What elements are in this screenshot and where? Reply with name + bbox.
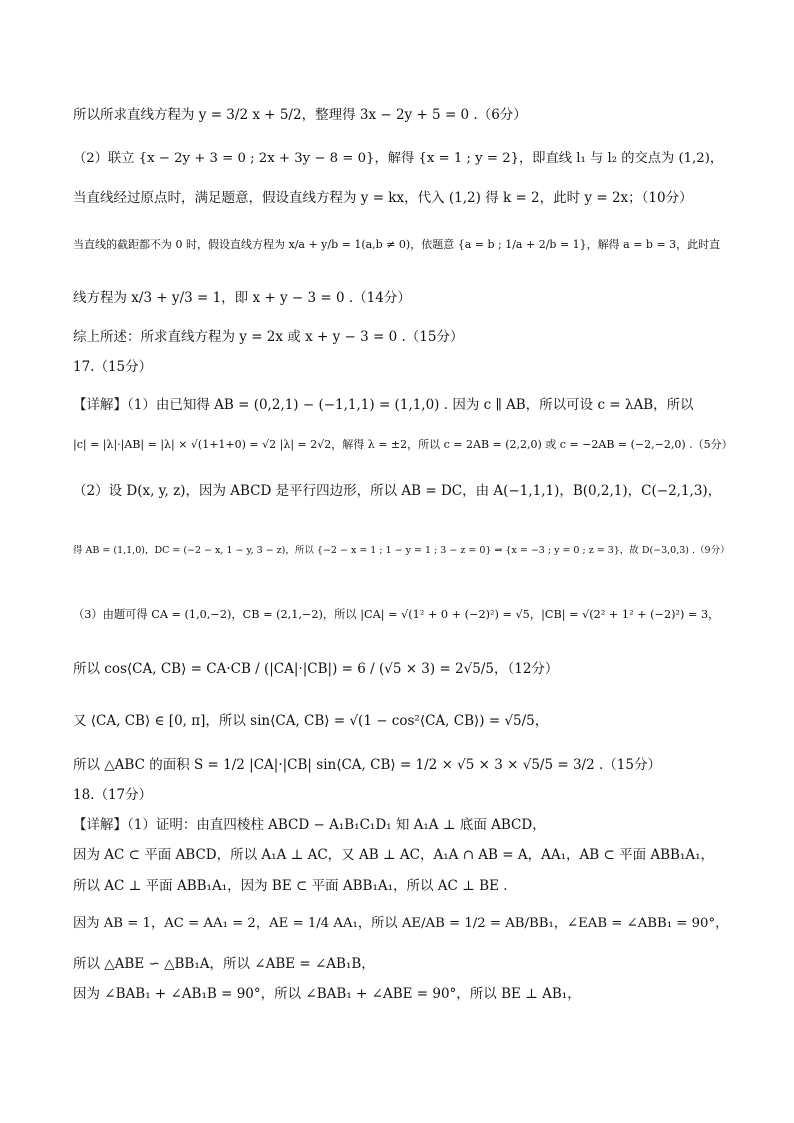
text-line-4: 当直线的截距都不为 0 时，假设直线方程为 x/a + y/b = 1(a,b ≠ 0)，依题意 {a = b ; 1/a + 2/b = 1}，解得 a = b = 3，此时直 <box>73 238 721 251</box>
text-line-13: 所以 cos⟨CA, CB⟩ = CA·CB / (|CA|·|CB|) = 6 / (√5 × 3) = 2√5/5，（12分） <box>73 661 559 677</box>
text-line-5: 线方程为 x/3 + y/3 = 1，即 x + y − 3 = 0 .（14分） <box>73 290 411 306</box>
text-line-14: 又 ⟨CA, CB⟩ ∈ [0, π]，所以 sin⟨CA, CB⟩ = √(1 − cos²⟨CA, CB⟩) = √5/5， <box>73 713 549 729</box>
text-line-20: 因为 AB = 1，AC = AA₁ = 2，AE = 1/4 AA₁，所以 AE/AB = 1/2 = AB/BB₁，∠EAB = ∠ABB₁ = 90°， <box>73 916 729 931</box>
text-line-21: 所以 △ABE ∽ △BB₁A，所以 ∠ABE = ∠AB₁B， <box>73 956 375 972</box>
text-line-9: |c| = |λ|·|AB| = |λ| × √(1+1+0) = √2 |λ| = 2√2，解得 λ = ±2，所以 c = 2AB = (2,2,0) 或 c = −2AB = (−2,−2,0) .（5分） <box>73 438 733 451</box>
text-line-22: 因为 ∠BAB₁ + ∠AB₁B = 90°，所以 ∠BAB₁ + ∠ABE = 90°，所以 BE ⊥ AB₁， <box>73 986 581 1002</box>
text-line-18: 因为 AC ⊂ 平面 ABCD，所以 A₁A ⊥ AC，又 AB ⊥ AC，A₁A ∩ AB = A，AA₁，AB ⊂ 平面 ABB₁A₁， <box>73 847 715 863</box>
text-line-8: 【详解】（1）由已知得 AB = (0,2,1) − (−1,1,1) = (1,1,0) . 因为 c ∥ AB，所以可设 c = λAB，所以 <box>73 397 694 413</box>
text-line-6: 综上所述：所求直线方程为 y = 2x 或 x + y − 3 = 0 .（15分） <box>73 329 464 345</box>
text-line-12: （3）由题可得 CA = (1,0,−2)，CB = (2,1,−2)，所以 |CA| = √(1² + 0 + (−2)²) = √5，|CB| = √(2² + 1² + (−2)²) = 3， <box>73 608 720 621</box>
text-line-3: 当直线经过原点时，满足题意，假设直线方程为 y = kx，代入 (1,2) 得 k = 2，此时 y = 2x；（10分） <box>73 190 693 206</box>
text-line-10: （2）设 D(x, y, z)，因为 ABCD 是平行四边形，所以 AB = DC，由 A(−1,1,1)，B(0,2,1)，C(−2,1,3)， <box>73 483 722 499</box>
text-line-2: （2）联立 {x − 2y + 3 = 0 ; 2x + 3y − 8 = 0}，解得 {x = 1 ; y = 2}，即直线 l₁ 与 l₂ 的交点为 (1,2)， <box>73 151 724 166</box>
text-line-11: 得 AB = (1,1,0)，DC = (−2 − x, 1 − y, 3 − z)，所以 {−2 − x = 1 ; 1 − y = 1 ; 3 − z = 0} ⇒ {x = −3 ; y = 0 ; z = 3}，故 D(−3,0,3) .（9分） <box>73 545 730 556</box>
text-line-1: 所以所求直线方程为 y = 3/2 x + 5/2，整理得 3x − 2y + 5 = 0 .（6分） <box>73 107 527 123</box>
question-17-header: 17.（15分） <box>73 359 153 375</box>
question-18-header: 18.（17分） <box>73 787 153 803</box>
text-line-17: 【详解】（1）证明：由直四棱柱 ABCD − A₁B₁C₁D₁ 知 A₁A ⊥ 底面 ABCD， <box>73 817 546 833</box>
text-line-19: 所以 AC ⊥ 平面 ABB₁A₁，因为 BE ⊂ 平面 ABB₁A₁，所以 AC ⊥ BE . <box>73 878 508 894</box>
text-line-15: 所以 △ABC 的面积 S = 1/2 |CA|·|CB| sin⟨CA, CB⟩ = 1/2 × √5 × 3 × √5/5 = 3/2 .（15分） <box>73 757 661 773</box>
